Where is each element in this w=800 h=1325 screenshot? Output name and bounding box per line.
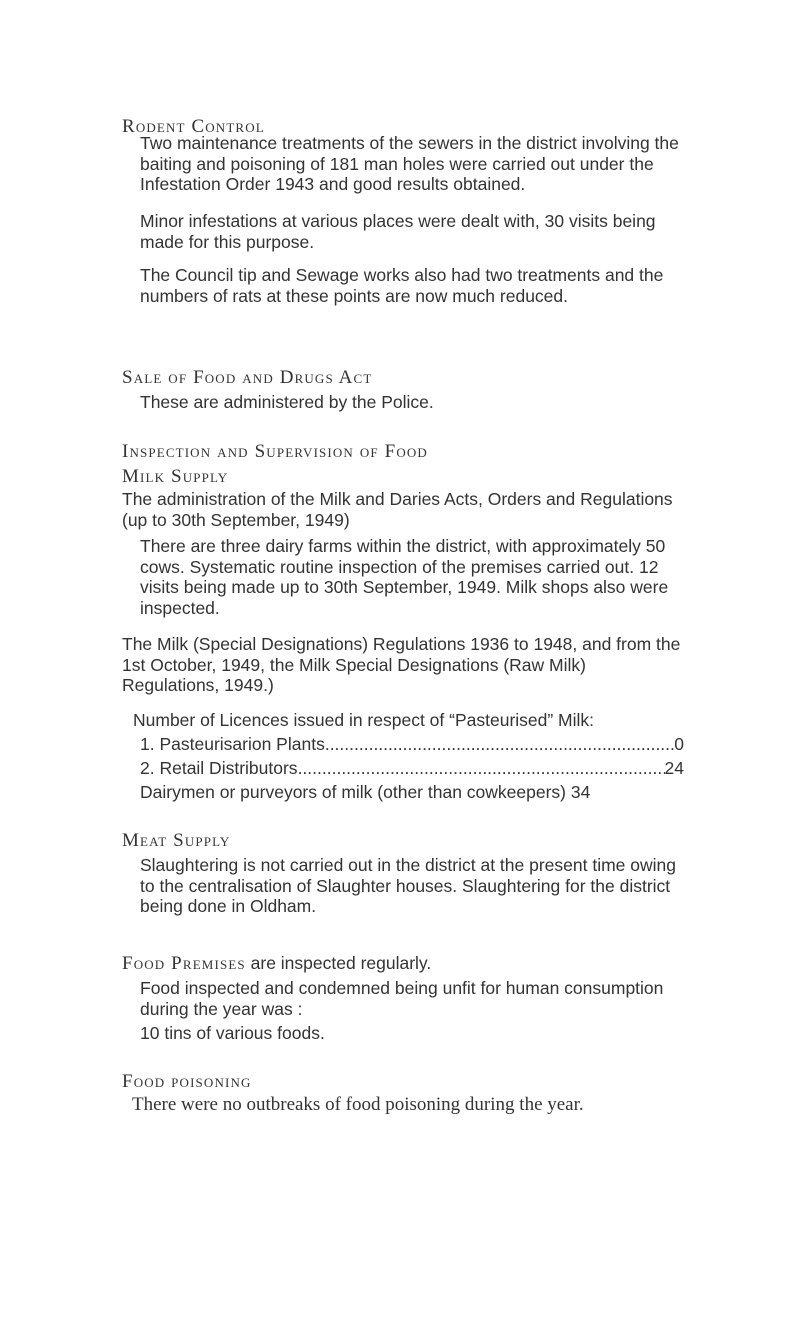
licence-item-1-label: 1. Pasteurisarion Plants <box>140 734 325 754</box>
milk-paragraph-1: The administration of the Milk and Daries Acts, Orders and Regulations (up to 30th September, 1949) <box>122 489 673 530</box>
rodent-control-heading: Rodent Control <box>122 116 265 137</box>
food-drugs-heading: Sale of Food and Drugs Act <box>122 367 373 388</box>
licence-item-1 <box>140 734 684 755</box>
food-drugs-paragraph: These are administered by the Police. <box>140 392 434 412</box>
rodent-paragraph-1 <box>140 133 685 195</box>
food-poisoning-heading: Food poisoning <box>122 1071 252 1092</box>
rodent-paragraph-2 <box>140 211 685 252</box>
dot-leader <box>298 758 665 779</box>
rodent-p3-text: The Council tip and Sewage works also had two treatments and the numbers of rats at these points are now much reduced. <box>140 265 664 306</box>
licence-item-2-value: 24 <box>664 758 684 778</box>
food-premises-heading-rest: are inspected regularly. <box>245 953 432 973</box>
milk-supply-heading: Milk Supply <box>122 466 229 487</box>
rodent-p2-text: Minor infestations at various places were dealt with, 30 visits being made for this purpose. <box>140 211 656 252</box>
licence-item-2-label: 2. Retail Distributors <box>140 758 298 778</box>
food-premises-heading: Food Premises <box>122 953 246 974</box>
dot-leader <box>325 734 674 755</box>
premises-paragraph-1: Food inspected and condemned being unfit for human consumption during the year was : <box>140 978 664 1019</box>
milk-paragraph-3: The Milk (Special Designations) Regulations 1936 to 1948, and from the 1st October, 1949, the Milk Special Designations (Raw Milk) Regulations, 1949.) <box>122 634 681 695</box>
licence-item-1-value: 0 <box>674 734 684 754</box>
licences-intro: Number of Licences issued in respect of “Pasteurised” Milk: <box>133 710 595 730</box>
dairymen-line: Dairymen or purveyors of milk (other than cowkeepers) 34 <box>140 782 591 802</box>
poisoning-paragraph: There were no outbreaks of food poisoning during the year. <box>132 1094 584 1115</box>
inspection-heading: Inspection and Supervision of Food <box>122 441 428 462</box>
meat-paragraph: Slaughtering is not carried out in the district at the present time owing to the centralisation of Slaughter houses. Slaughtering for the district being done in Oldham. <box>140 855 676 916</box>
premises-paragraph-2: 10 tins of various foods. <box>140 1023 325 1043</box>
food-premises-line <box>122 953 431 975</box>
meat-supply-heading: Meat Supply <box>122 830 231 851</box>
rodent-p1-text: Two maintenance treatments of the sewers in the district involving the baiting and poisoning of 181 man holes were carried out under the Infestation Order 1943 and good results obtained. <box>140 133 679 194</box>
licence-item-2 <box>140 758 684 779</box>
rodent-paragraph-3 <box>140 265 685 306</box>
milk-paragraph-2: There are three dairy farms within the district, with approximately 50 cows. Systematic routine inspection of the premises carried out. 12 visits being made up to 30th September, 1949. Milk shops also were inspected. <box>140 536 669 618</box>
